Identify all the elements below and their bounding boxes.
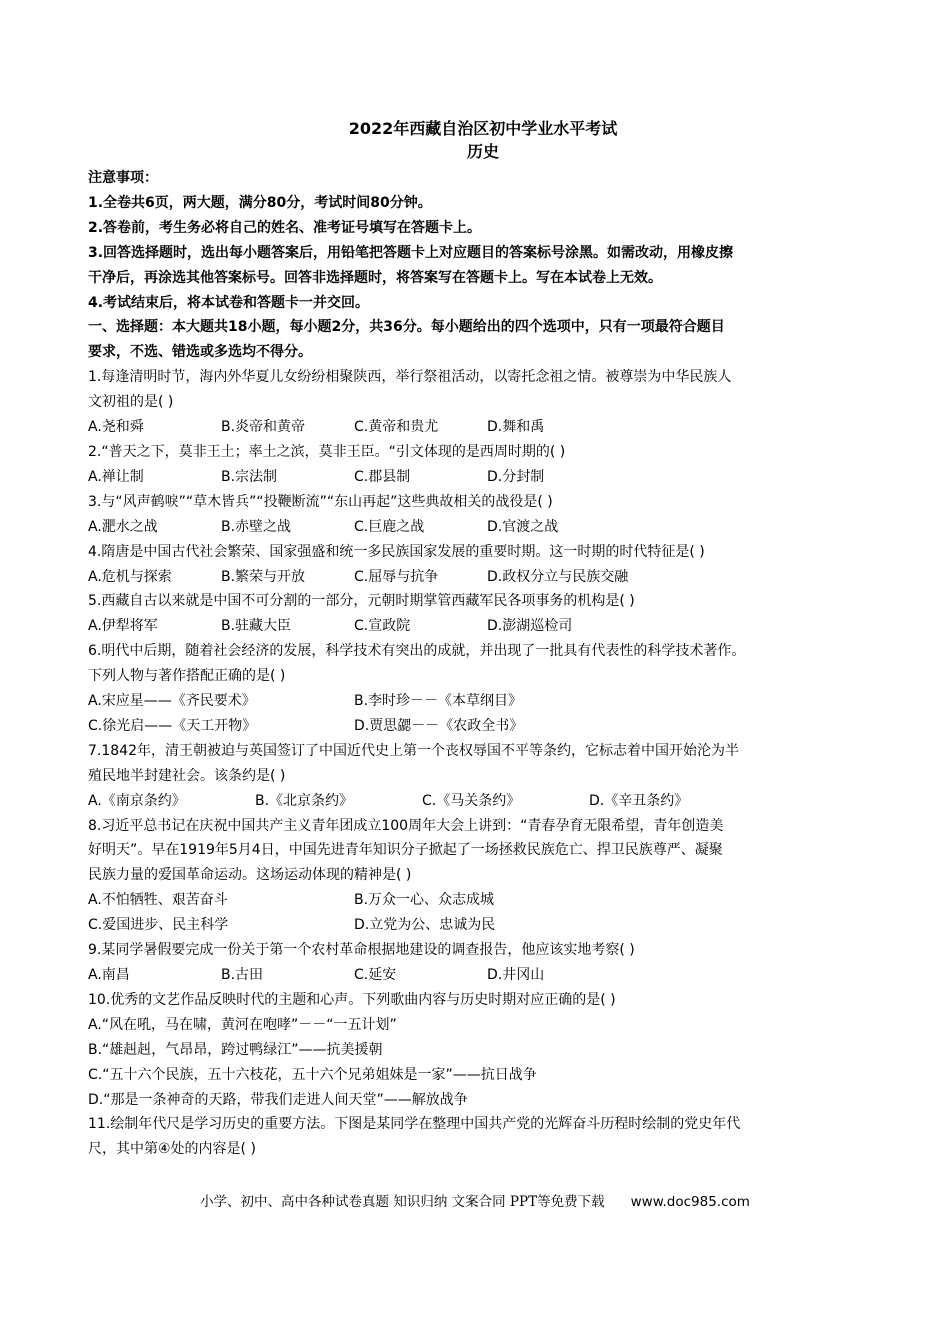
- note-item: 3.回答选择题时，选出每小题答案后，用铅笔把答题卡上对应题目的答案标号涂黑。如需改动，用橡皮擦: [88, 244, 734, 261]
- option: D.澎湖巡检司: [487, 618, 573, 635]
- option: C.宣政院: [354, 618, 411, 635]
- question-text: 4.隋唐是中国古代社会繁荣、国家强盛和统一多民族国家发展的重要时期。这一时期的时代特征是( ): [88, 543, 705, 560]
- question-text: 2.“普天之下，莫非王土；率土之滨，莫非王臣。“引文体现的是西周时期的( ): [88, 443, 566, 460]
- question-text: 7.1842年，清王朝被迫与英国签订了中国近代史上第一个丧权辱国不平等条约，它标志着中国开始沦为半: [88, 742, 739, 759]
- notes-heading: 注意事项：: [88, 170, 158, 186]
- option: A.伊犁将军: [88, 618, 158, 635]
- option: B.驻藏大臣: [221, 618, 292, 635]
- option: A.淝水之战: [88, 518, 158, 535]
- option: B.宗法制: [221, 468, 278, 485]
- option: B.古田: [221, 967, 264, 983]
- option-row: [88, 963, 878, 988]
- option: D.舞和禹: [487, 419, 545, 436]
- option-row: [88, 789, 878, 814]
- option: B.李时珍－－《本草纲目》: [354, 693, 523, 710]
- option-row: [88, 415, 878, 440]
- option: C.黄帝和贵尤: [354, 419, 439, 436]
- option: B.《北京条约》: [255, 792, 354, 809]
- option: D.政权分立与民族交融: [487, 568, 629, 585]
- option: B.繁荣与开放: [221, 568, 306, 585]
- option: D.立党为公、忠诚为民: [354, 917, 496, 934]
- exam-subject: 历史: [466, 142, 499, 161]
- option: B.“雄赳赳，气昂昂，跨过鸭绿江”——抗美援朝: [88, 1041, 383, 1058]
- footer-text: 小学、初中、高中各种试卷真题 知识归纳 文案合同 PPT等免费下载: [200, 1194, 605, 1210]
- option-row: [88, 465, 878, 490]
- question-text: 11.绘制年代尺是学习历史的重要方法。下图是某同学在整理中国共产党的光辉奋斗历程时绘制的党史年代: [88, 1116, 741, 1133]
- option: C.《马关条约》: [422, 792, 521, 809]
- option: C.“五十六个民族，五十六枝花，五十六个兄弟姐妹是一家”——抗日战争: [88, 1066, 537, 1083]
- footer-url[interactable]: www.doc985.com: [630, 1194, 750, 1210]
- option-row: [88, 714, 878, 739]
- question-text: 殖民地半封建社会。该条约是( ): [88, 767, 286, 784]
- question-text: 3.与“风声鹤唳”“草木皆兵”“投鞭断流”“东山再起”这些典故相关的战役是( ): [88, 493, 553, 510]
- section-heading: 要求，不选、错选或多选均不得分。: [88, 344, 312, 361]
- question-text: 1.每逢清明时节，海内外华夏儿女纷纷相聚陕西，举行祭祖活动，以寄托念祖之情。被尊崇为中华民族人: [88, 369, 732, 386]
- exam-title: 2022年西藏自治区初中学业水平考试: [348, 119, 618, 138]
- question-text: 6.明代中后期，随着社会经济的发展，科学技术有突出的成就，并出现了一批具有代表性的科学技术著作。: [88, 643, 746, 660]
- note-item: 干净后，再涂选其他答案标号。回答非选择题时，将答案写在答题卡上。写在本试卷上无效。: [88, 269, 662, 286]
- question-text: 好明天”。早在1919年5月4日，中国先进青年知识分子掀起了一场拯救民族危亡、捍卫民族尊严、凝聚: [88, 842, 723, 859]
- note-item: 1.全卷共6页，两大题，满分80分，考试时间80分钟。: [88, 194, 432, 211]
- option: A.“风在吼，马在啸，黄河在咆哮”－－“一五计划”: [88, 1016, 397, 1033]
- option: D.贾思勰－－《农政全书》: [354, 717, 524, 734]
- question-text: 5.西藏自古以来就是中国不可分割的一部分，元朝时期掌管西藏军民各项事务的机构是( ): [88, 593, 635, 610]
- option: A.宋应星——《齐民要术》: [88, 693, 256, 710]
- option: A.尧和舜: [88, 419, 144, 436]
- option-row: [88, 614, 878, 639]
- question-text: 民族力量的爱国革命运动。这场运动体现的精神是( ): [88, 867, 412, 884]
- option: D.分封制: [487, 468, 545, 485]
- question-text: 尺，其中第④处的内容是( ): [88, 1141, 256, 1158]
- option-row: [88, 565, 878, 590]
- question-text: 8.习近平总书记在庆祝中国共产主义青年团成立100周年大会上讲到：“青春孕育无限希望，青年创造美: [88, 817, 724, 834]
- option: D.《辛丑条约》: [589, 792, 689, 809]
- option-row: [88, 888, 878, 913]
- option: A.《南京条约》: [88, 792, 186, 809]
- option: C.郡县制: [354, 468, 411, 485]
- option: C.延安: [354, 967, 397, 983]
- option: B.万众一心、众志成城: [354, 892, 495, 909]
- option: B.赤壁之战: [221, 518, 292, 535]
- question-text: 文初祖的是( ): [88, 394, 174, 411]
- option: A.禅让制: [88, 468, 144, 485]
- option-row: [88, 913, 878, 938]
- option: C.屈辱与抗争: [354, 568, 439, 585]
- option: A.南昌: [88, 967, 130, 983]
- option: C.爱国进步、民主科学: [88, 917, 229, 934]
- section-heading: 一、选择题：本大题共18小题，每小题2分，共36分。每小题给出的四个选项中，只有一项最符合题目: [88, 319, 725, 336]
- option-row: [88, 515, 878, 540]
- question-text: 下列人物与著作搭配正确的是( ): [88, 668, 286, 685]
- option-row: [88, 689, 878, 714]
- note-item: 2.答卷前，考生务必将自己的姓名、准考证号填写在答题卡上。: [88, 219, 482, 236]
- option: A.不怕牺牲、艰苦奋斗: [88, 892, 228, 909]
- option: B.炎帝和黄帝: [221, 419, 306, 436]
- option: D.“那是一条神奇的天路，带我们走进人间天堂”——解放战争: [88, 1091, 468, 1108]
- page-footer: [0, 1190, 950, 1210]
- question-text: 10.优秀的文艺作品反映时代的主题和心声。下列歌曲内容与历史时期对应正确的是( ): [88, 991, 616, 1008]
- option: D.井冈山: [487, 967, 545, 983]
- note-item: 4.考试结束后，将本试卷和答题卡一并交回。: [88, 294, 370, 311]
- exam-page: [88, 118, 878, 1162]
- option: D.官渡之战: [487, 518, 559, 535]
- question-text: 9.某同学暑假要完成一份关于第一个农村革命根据地建设的调查报告，他应该实地考察( ): [88, 942, 635, 959]
- option: C.巨鹿之战: [354, 518, 425, 535]
- option: C.徐光启——《天工开物》: [88, 717, 257, 734]
- option: A.危机与探索: [88, 568, 172, 585]
